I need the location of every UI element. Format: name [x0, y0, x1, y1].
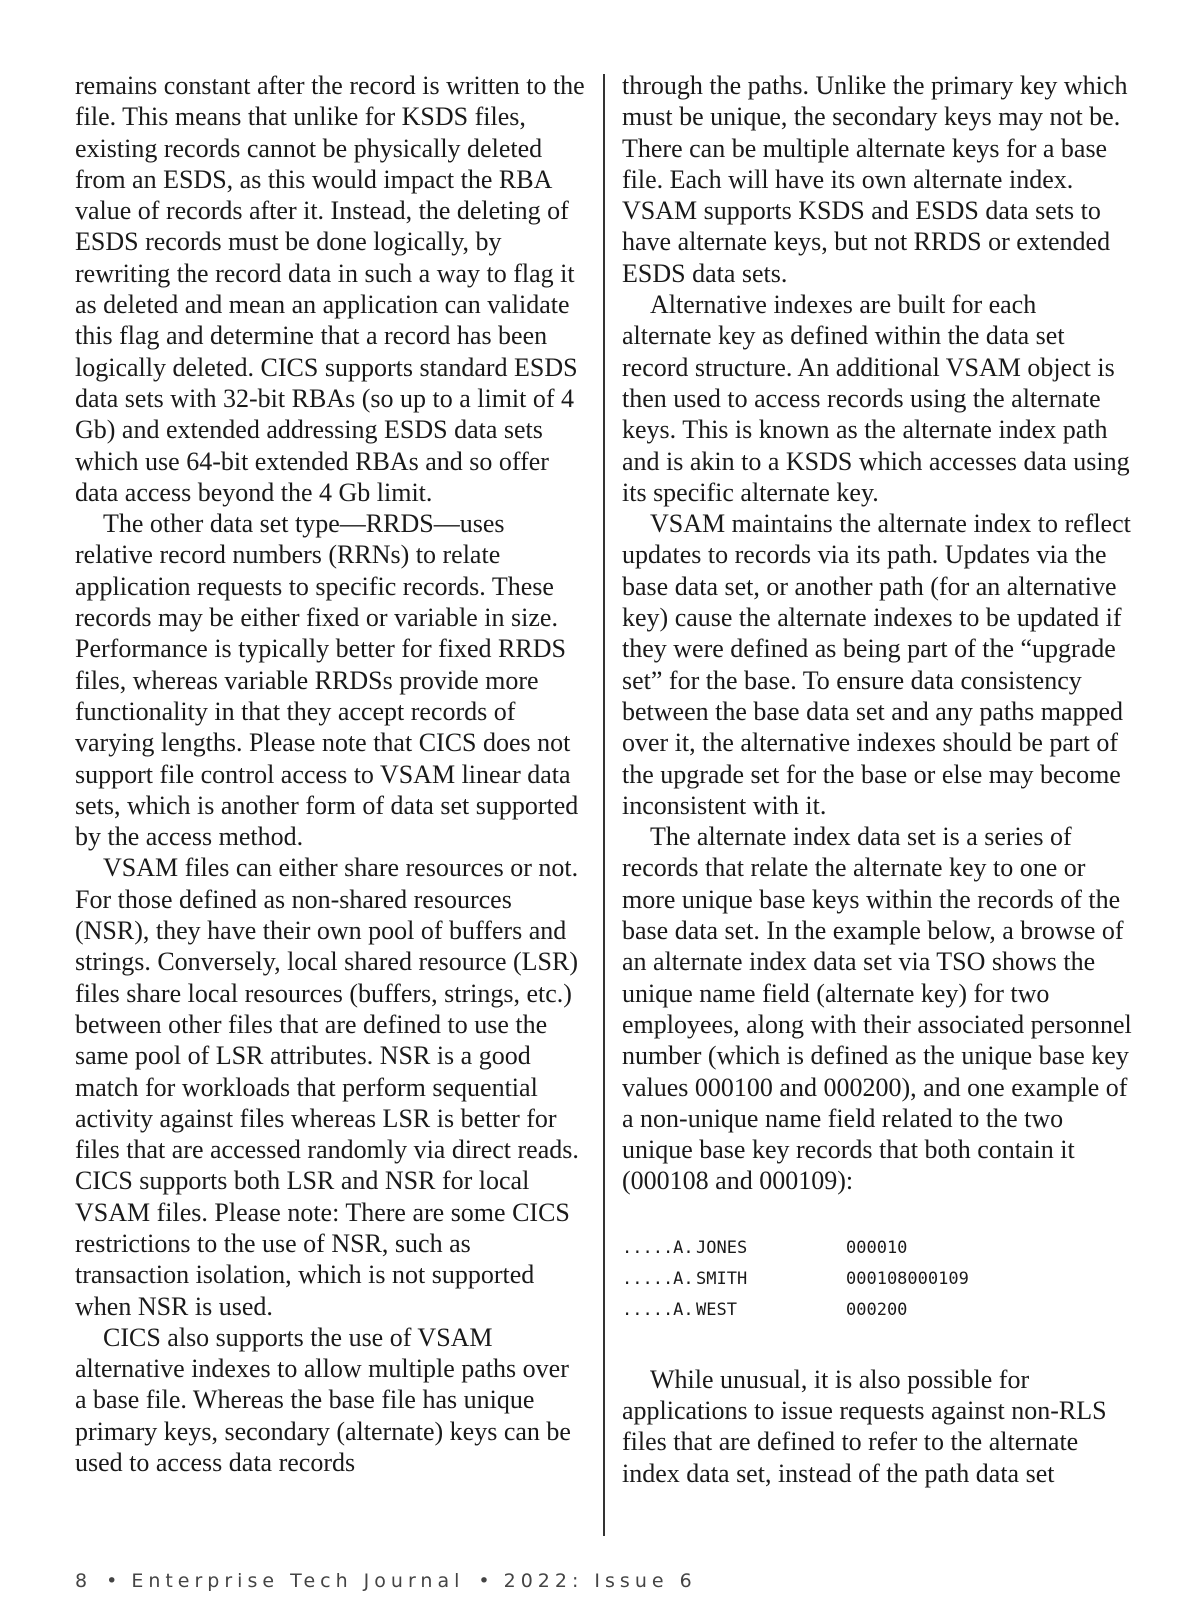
footer-bullet: •	[478, 1570, 490, 1592]
code-row-number: 000200	[846, 1299, 908, 1320]
right-paragraph-3: VSAM maintains the alternate index to reflect updates to records via its path. Updates via the base data set, or another path (for an alternative key) cause the alternate indexes to be updated if they were defined as being part of the “upgrade set” for the base. To ensure data consistency between the base data set and any paths mapped over it, the alternative indexes should be part of the upgrade set for the base or else may become inconsistent with it.	[622, 509, 1131, 820]
footer-bullet: •	[106, 1570, 118, 1592]
left-paragraph-1: remains constant after the record is written to the file. This means that unlike for KSDS files, existing records cannot be physically deleted from an ESDS, as this would impact the RBA value of records after it. Instead, the deleting of ESDS records must be done logically, by rewriting the record data in such a way to flag it as deleted and mean an application can validate this flag and determine that a record has been logically deleted. CICS supports standard ESDS data sets with 32-bit RBAs (so up to a limit of 4 Gb) and extended addressing ESDS data sets which use 64-bit extended RBAs and so offer data access beyond the 4 Gb limit.	[75, 71, 585, 507]
right-paragraph-2: Alternative indexes are built for each alternate key as defined within the data set record structure. An additional VSAM object is then used to access records using the alternate keys. This is known as the alternate index path and is akin to a KSDS which accesses data using its specific alternate key.	[622, 290, 1130, 507]
page-footer	[75, 1570, 697, 1592]
code-row-prefix: .....A.	[622, 1268, 694, 1289]
left-column	[75, 70, 585, 1478]
code-row-name: WEST	[696, 1299, 737, 1320]
right-column	[622, 70, 1132, 1489]
code-row-number: 000108000109	[846, 1268, 969, 1289]
right-paragraph-4: The alternate index data set is a series of records that relate the alternate key to one or more unique base keys within the records of the base data set. In the example below, a browse of an alternate index data set via TSO shows the unique name field (alternate key) for two employees, along with their associated personnel number (which is defined as the unique base key values 000100 and 000200), and one example of a non-unique name field related to the two unique base key records that both contain it (000108 and 000109):	[622, 822, 1132, 1196]
code-row	[622, 1264, 1132, 1295]
right-paragraph-1: through the paths. Unlike the primary key which must be unique, the secondary keys may not be. There can be multiple alternate keys for a base file. Each will have its own alternate index. VSAM supports KSDS and ESDS data sets to have alternate keys, but not RRDS or extended ESDS data sets.	[622, 71, 1128, 288]
publication-name: Enterprise Tech Journal	[131, 1570, 465, 1592]
left-paragraph-2: The other data set type—RRDS—uses relative record numbers (RRNs) to relate application requests to specific records. These records may be either fixed or variable in size. Performance is typically better for fixed RRDS files, whereas variable RRDSs provide more functionality in that they accept records of varying lengths. Please note that CICS does not support file control access to VSAM linear data sets, which is another form of data set supported by the access method.	[75, 509, 579, 852]
issue-label: 2022: Issue 6	[503, 1570, 697, 1592]
code-row-prefix: .....A.	[622, 1299, 694, 1320]
code-row-name: SMITH	[696, 1268, 748, 1289]
left-paragraph-4: CICS also supports the use of VSAM alternative indexes to allow multiple paths over a base file. Whereas the base file has unique primary keys, secondary (alternate) keys can be used to access data records	[75, 1322, 571, 1478]
left-paragraph-3: VSAM files can either share resources or not. For those defined as non-shared resources (NSR), they have their own pool of buffers and strings. Conversely, local shared resource (LSR) files share local resources (buffers, strings, etc.) between other files that are defined to use the same pool of LSR attributes. NSR is a good match for workloads that perform sequential activity against files whereas LSR is better for files that are accessed randomly via direct reads. CICS supports both LSR and NSR for local VSAM files. Please note: There are some CICS restrictions to the use of NSR, such as transaction isolation, which is not supported when NSR is used.	[75, 853, 579, 1321]
code-row-number: 000010	[846, 1237, 908, 1258]
code-example	[622, 1233, 1132, 1326]
code-row	[622, 1295, 1132, 1326]
code-row	[622, 1233, 1132, 1264]
right-closing-paragraph: While unusual, it is also possible for applications to issue requests against non-RLS files that are defined to refer to the alternate index data set, instead of the path data set	[622, 1364, 1107, 1488]
column-divider	[603, 74, 605, 1536]
page-number: 8	[75, 1570, 93, 1592]
code-row-name: JONES	[696, 1237, 748, 1258]
code-row-prefix: .....A.	[622, 1237, 694, 1258]
